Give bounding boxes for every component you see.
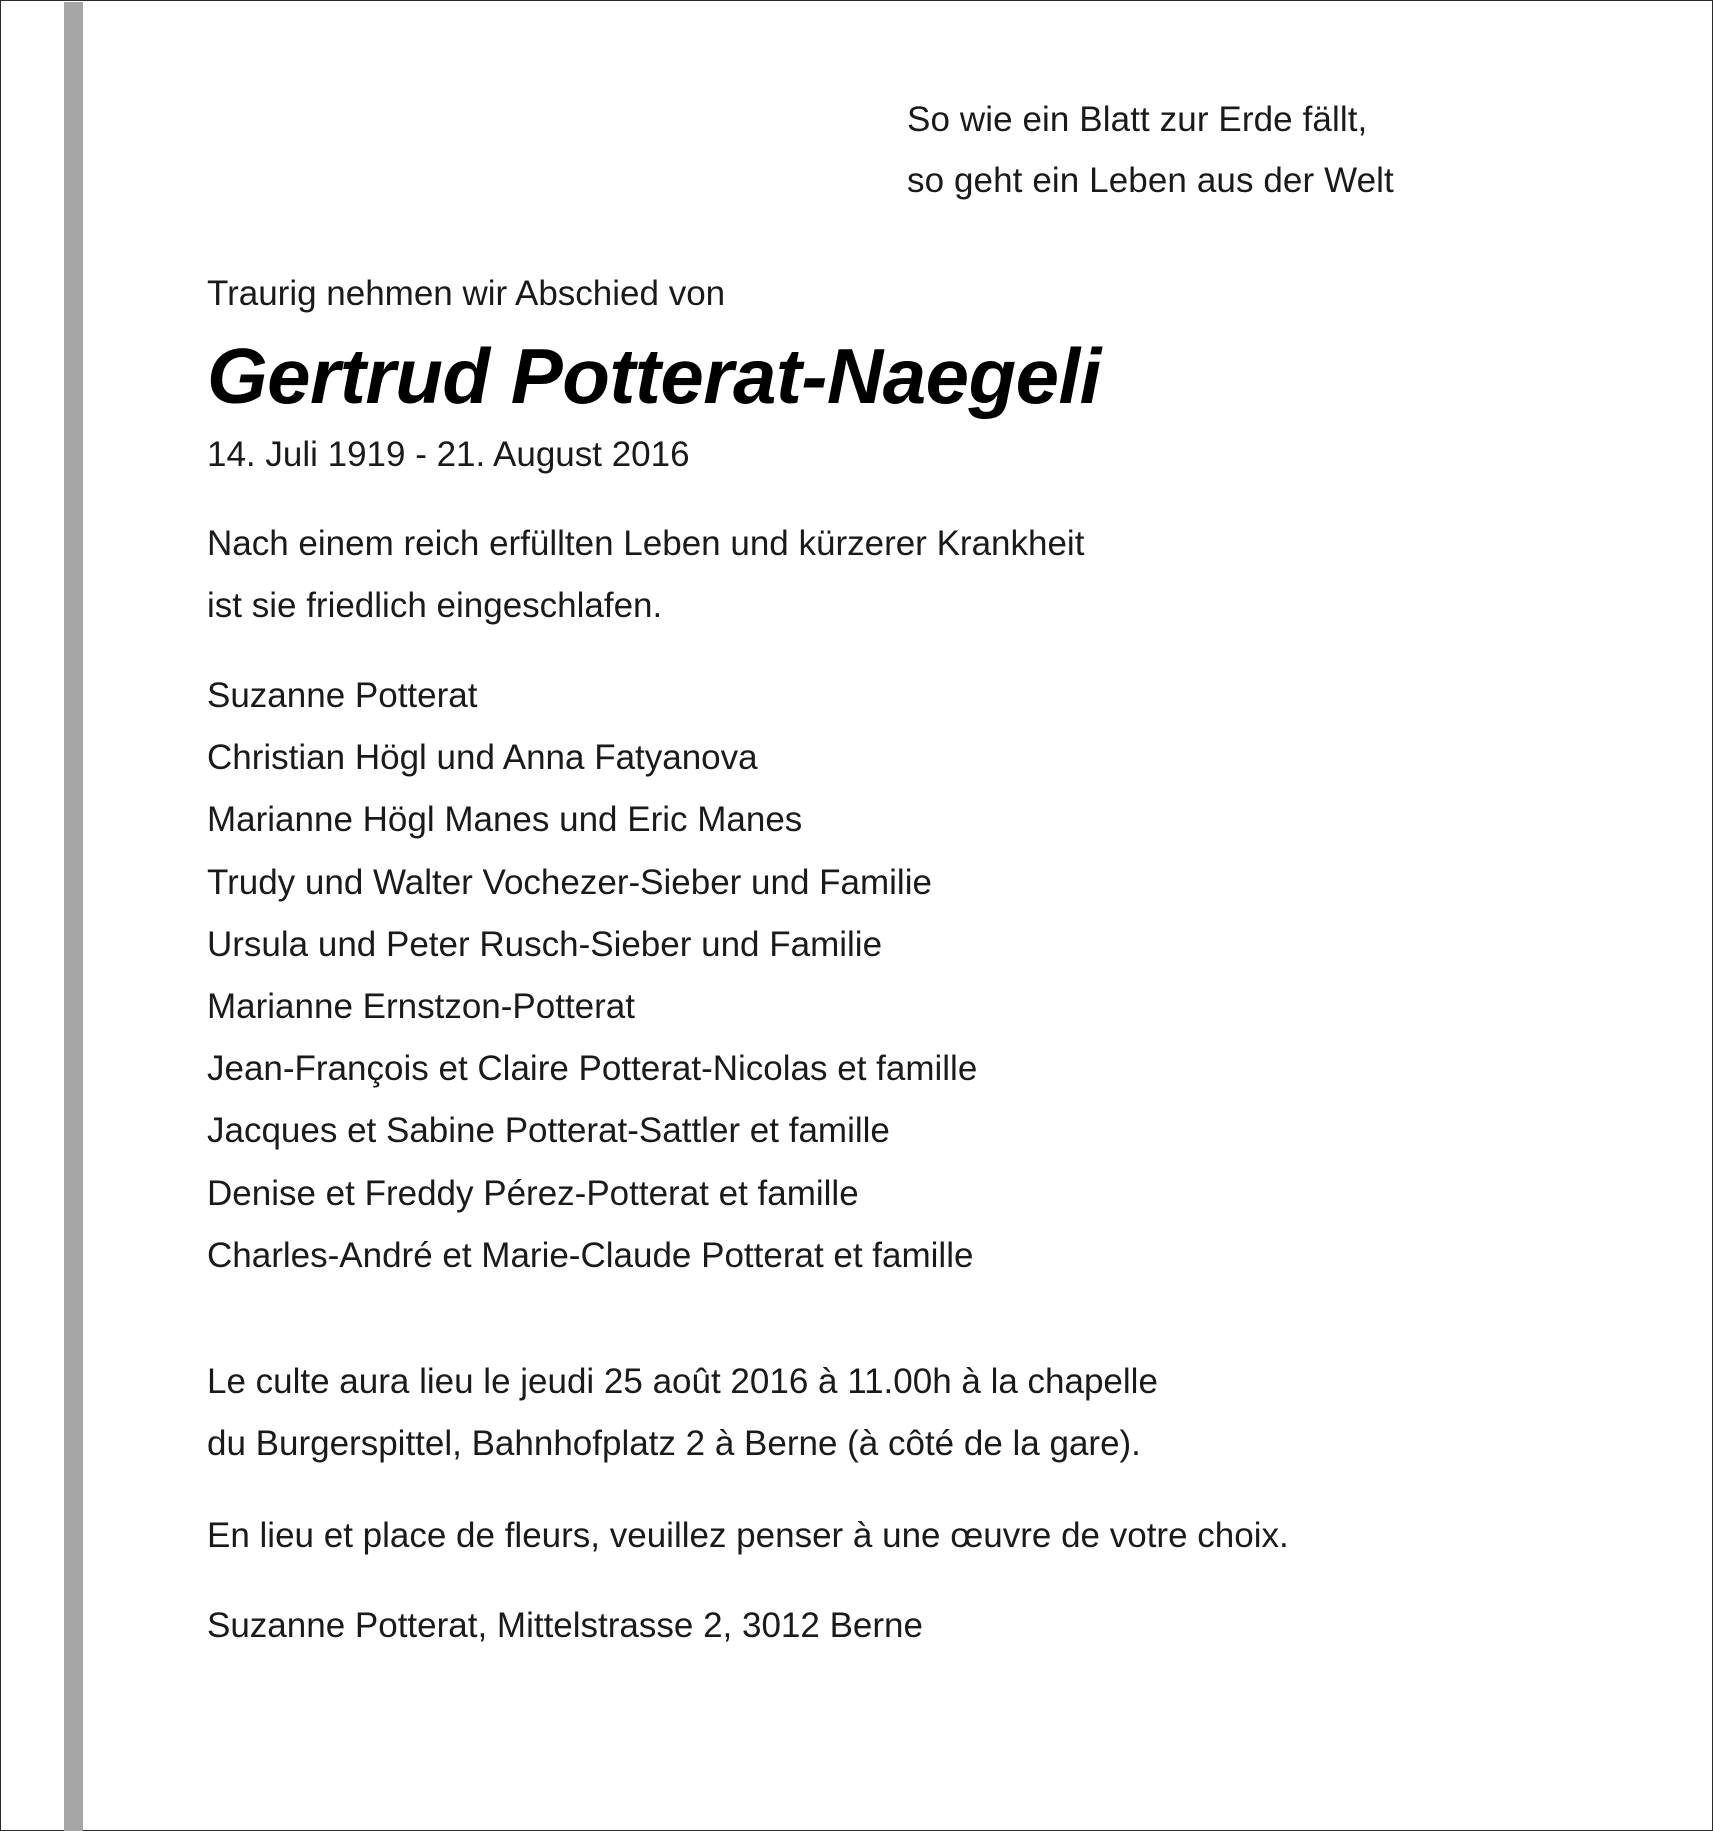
mourner-item: Suzanne Potterat — [207, 676, 478, 715]
mourner-item: Charles-André et Marie-Claude Potterat et famille — [207, 1235, 974, 1275]
service-line-2: du Burgerspittel, Bahnhofplatz 2 à Berne (à côté de la gare). — [207, 1424, 1141, 1464]
deceased-name: Gertrud Potterat-Naegeli — [207, 332, 1101, 420]
mourner-item: Denise et Freddy Pérez-Potterat et famille — [207, 1173, 859, 1213]
passage-line-2: ist sie friedlich eingeschlafen. — [207, 586, 663, 625]
notice-body — [207, 266, 1507, 1657]
flowers-note: En lieu et place de fleurs, veuillez penser à une œuvre de votre choix. — [207, 1516, 1289, 1556]
side-bar-decoration — [64, 2, 83, 1831]
mourner-item: Ursula und Peter Rusch-Sieber und Familie — [207, 924, 883, 964]
mourner-item: Christian Högl und Anna Fatyanova — [207, 738, 758, 778]
mourner-item: Marianne Ernstzon-Potterat — [207, 987, 635, 1027]
passage-text — [207, 513, 1507, 637]
contact-address: Suzanne Potterat, Mittelstrasse 2, 3012 Berne — [207, 1606, 923, 1646]
service-line-1: Le culte aura lieu le jeudi 25 août 2016 à 11.00h à la chapelle — [207, 1362, 1158, 1402]
mourner-item: Trudy und Walter Vochezer-Sieber und Familie — [207, 862, 932, 902]
mourner-item: Jean-François et Claire Potterat-Nicolas et famille — [207, 1049, 978, 1089]
motto-line-1: So wie ein Blatt zur Erde fällt, — [907, 100, 1368, 139]
mourner-item: Marianne Högl Manes und Eric Manes — [207, 800, 803, 840]
service-info — [207, 1351, 1507, 1475]
motto-line-2: so geht ein Leben aus der Welt — [907, 161, 1394, 200]
intro-text: Traurig nehmen wir Abschied von — [207, 274, 726, 313]
passage-line-1: Nach einem reich erfüllten Leben und kürzerer Krankheit — [207, 524, 1085, 563]
mourner-item: Jacques et Sabine Potterat-Sattler et famille — [207, 1111, 890, 1151]
mourners-list — [207, 665, 1507, 1287]
life-dates: 14. Juli 1919 - 21. August 2016 — [207, 435, 690, 474]
motto — [907, 89, 1394, 211]
